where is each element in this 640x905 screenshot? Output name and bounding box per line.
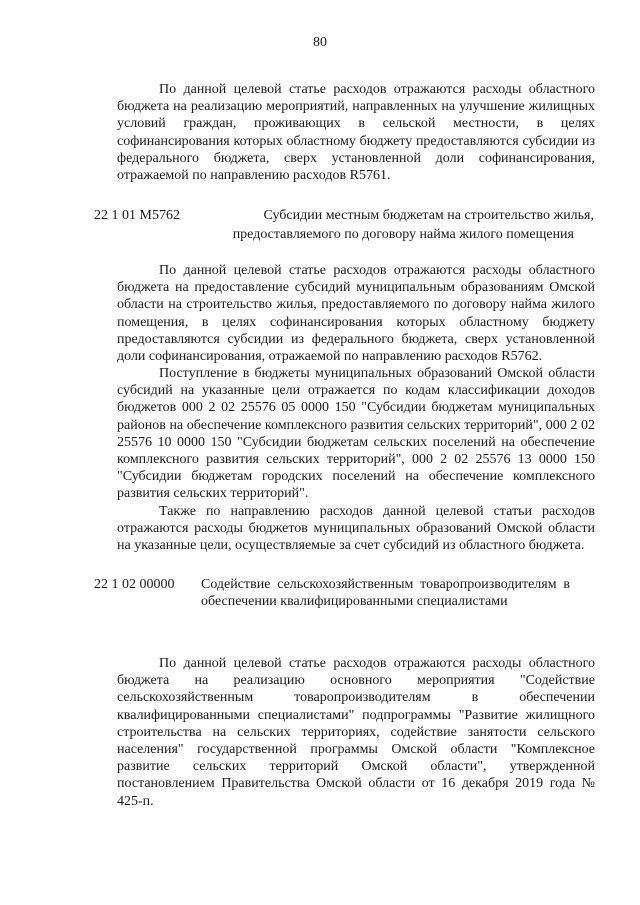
section-title-specialists: Содействие сельскохозяйственным товаропроизводителям в обеспечении квалифицированными специалистами — [201, 577, 570, 610]
section-title-line2: предоставляемого по договору найма жилого помещения — [232, 227, 574, 242]
page-number: 80 — [313, 35, 327, 50]
paragraph-municipal-expenses: Также по направлению расходов данной целевой статьи расходов отражаются расходы бюджетов муниципальных образований Омской области на указанные цели, осуществляемые за счет субсидий из областного бюджета. — [117, 504, 595, 554]
section-code-m5762: 22 1 01 M5762 — [94, 208, 180, 223]
paragraph-r5761: По данной целевой статье расходов отражаются расходы областного бюджета на реализацию мероприятий, направленных на улучшение жилищных условий граждан, проживающих в сельской местности, в целях софинансирования которых областному бюджету предоставляются субсидии из федерального бюджета, сверх установленной доли софинансирования, отражаемой по направлению расходов R5761. — [117, 82, 595, 184]
paragraph-r5762: По данной целевой статье расходов отражаются расходы областного бюджета на предоставление субсидий муниципальным образованиям Омской области на строительство жилья, предоставляемого по договору найма жилого помещения, в целях софинансирования которых областному бюджету предоставляются субсидии из федерального бюджета, сверх установленной доли софинансирования, отражаемой по направлению расходов R5762. — [117, 263, 595, 365]
section-code-02: 22 1 02 00000 — [94, 577, 175, 592]
section-title-line1: Субсидии местным бюджетам на строительство жилья, — [263, 208, 594, 223]
paragraph-income-codes: Поступление в бюджеты муниципальных образований Омской области субсидий на указанные цели отражается по кодам классификации доходов бюджетов 000 2 02 25576 05 0000 150 "Субсидии бюджетам муниципальных районов на обеспечение комплексного развития сельских территорий", 000 2 02 25576 10 0000 150 "Субсидии бюджетам сельских поселений на обеспечение комплексного развития сельских территорий", 000 2 02 25576 13 0000 150 "Субсидии бюджетам городских поселений на обеспечение комплексного развития сельских территорий". — [117, 366, 595, 502]
paragraph-main-activity: По данной целевой статье расходов отражаются расходы областного бюджета на реализацию основного мероприятия "Содействие сельскохозяйственным товаропроизводителям в обеспечении квалифицированными специалистами" подпрограммы "Развитие жилищного строительства на сельских территориях, содействие занятости сельского населения" государственной программы Омской области "Комплексное развитие сельских территорий Омской области", утвержденной постановлением Правительства Омской области от 16 декабря 2019 года № 425-п. — [117, 656, 595, 809]
